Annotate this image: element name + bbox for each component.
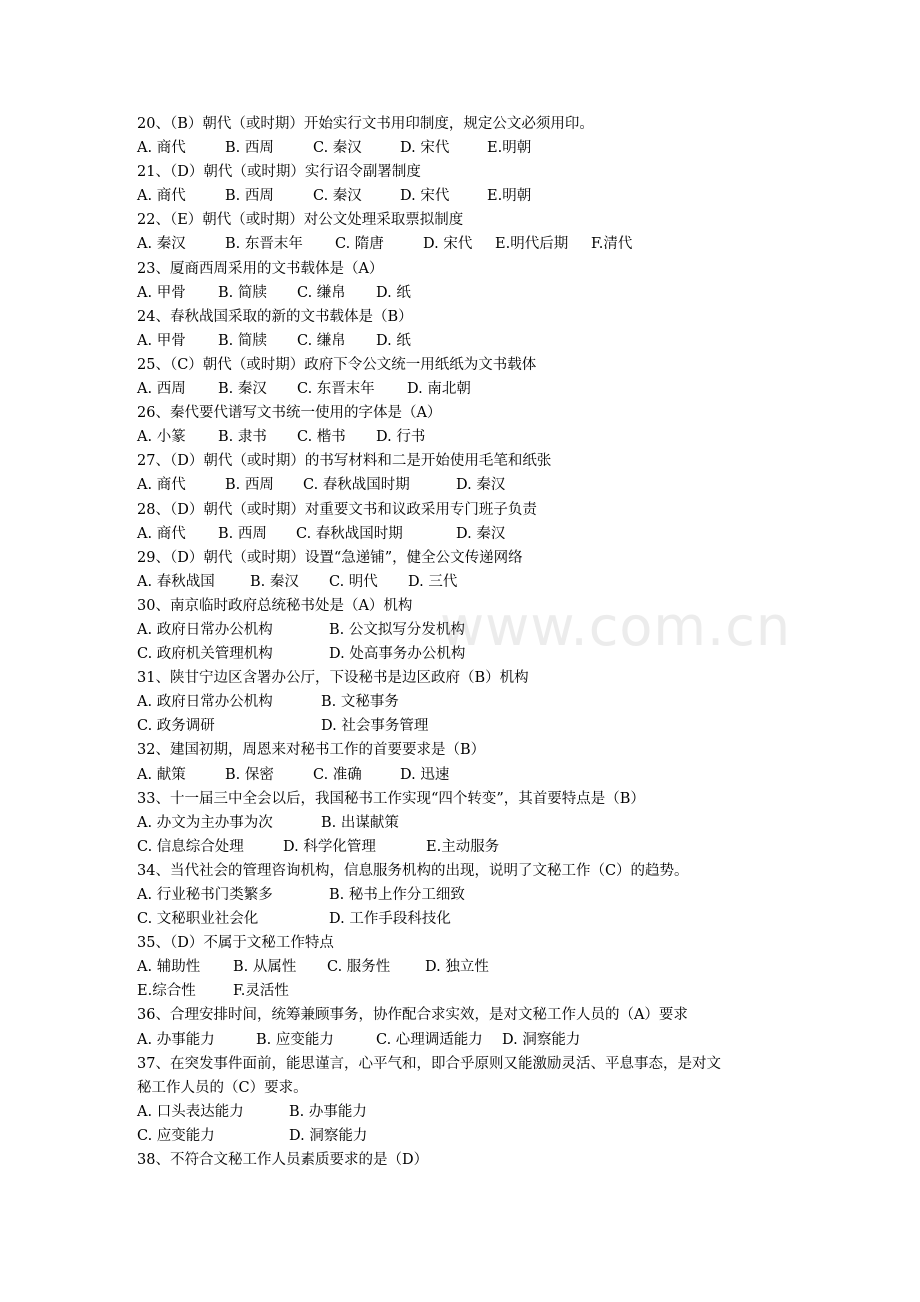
option-item: A. 献策 [137,766,186,783]
option-item: C. 政务调研 [137,718,215,735]
options-row [137,425,797,449]
option-item: E.主动服务 [426,838,500,855]
option-item: C. 政府机关管理机构 [137,646,273,663]
option-item: C. 心理调适能力 [376,1031,483,1048]
option-item: C. 准确 [313,766,362,783]
option-item: D. 科学化管理 [283,838,376,855]
option-item: D. 行书 [376,429,426,446]
options-row [137,618,797,642]
option-item: A. 商代 [137,188,186,205]
question-text: 31、陕甘宁边区含署办公厅，下设秘书是边区政府（B）机构 [137,670,529,687]
question-text: 32、建国初期，周恩来对秘书工作的首要要求是（B） [137,742,486,759]
option-item: C. 服务性 [327,959,391,976]
options-row [137,642,797,666]
option-item: D. 宋代 [423,236,473,253]
option-item: A. 商代 [137,525,186,542]
option-item: A. 商代 [137,477,186,494]
options-row [137,690,797,714]
question-text: 30、南京临时政府总统秘书处是（A）机构 [137,597,413,614]
option-item: B. 保密 [225,766,274,783]
option-item: D. 处高事务办公机构 [329,646,466,663]
option-item: D. 三代 [408,573,458,590]
option-item: D. 工作手段科技化 [329,911,451,928]
option-item: B. 简牍 [218,332,267,349]
option-item: E.明代后期 [495,236,569,253]
options-row [137,281,797,305]
option-item: B. 秦汉 [250,573,299,590]
option-item: D. 秦汉 [456,477,506,494]
option-item: D. 独立性 [425,959,489,976]
option-item: B. 秘书上作分工细致 [329,887,465,903]
question-text: 36、合理安排时间，统筹兼顾事务，协作配合求实效，是对文秘工作人员的（A）要求 [137,1007,688,1024]
option-item: B. 文秘事务 [321,694,399,711]
option-item: A. 办文为主办事为次 [137,814,273,831]
options-row [137,883,797,907]
option-item: A. 西周 [137,381,186,398]
option-item: E.综合性 [137,983,196,1000]
options-row [137,184,797,208]
option-item: B. 从属性 [233,959,297,976]
option-item: A. 秦汉 [137,236,186,253]
option-item: B. 西周 [218,525,267,542]
options-row [137,1100,797,1124]
options-row [137,955,797,979]
options-row [137,329,797,353]
question-list [137,112,797,1172]
question-text: 24、春秋战国采取的新的文书载体是（B） [137,308,413,325]
option-item: D. 纸 [376,332,411,349]
option-item: B. 应变能力 [256,1031,334,1048]
option-item: C. 秦汉 [313,140,362,157]
option-item: C. 缣帛 [297,284,346,301]
question-text: 秘工作人员的（C）要求。 [137,1079,308,1096]
watermark: www.com.cn [440,595,792,658]
option-item: C. 隋唐 [335,236,384,253]
option-item: B. 西周 [225,140,274,157]
options-row [137,570,797,594]
options-row [137,232,797,256]
option-item: A. 甲骨 [137,332,186,349]
option-item: D. 南北朝 [407,381,471,398]
question-text: 21、（D）朝代（或时期）实行诏令副署制度 [137,164,421,181]
option-item: D. 宋代 [400,188,450,205]
option-item: D. 社会事务管理 [321,718,429,735]
option-item: C. 信息综合处理 [137,838,244,855]
options-row [137,907,797,931]
option-item: D. 洞察能力 [289,1127,368,1144]
option-item: B. 东晋末年 [225,236,303,253]
option-item: C. 明代 [329,573,378,590]
option-item: B. 隶书 [218,429,267,446]
option-item: D. 洞察能力 [502,1031,581,1048]
options-row [137,522,797,546]
question-text: 26、秦代要代谱写文书统一使用的字体是（A） [137,405,442,422]
option-item: C. 应变能力 [137,1127,215,1144]
option-item: A. 政府日常办公机构 [137,621,273,638]
option-item: C. 东晋末年 [297,381,375,398]
options-row [137,1028,797,1052]
question-text: 23、厦商西周采用的文书载体是（A） [137,260,384,277]
option-item: A. 政府日常办公机构 [137,694,273,711]
option-item: B. 出谋献策 [321,814,399,831]
options-row [137,473,797,497]
option-item: C. 文秘职业社会化 [137,911,259,928]
option-item: A. 商代 [137,140,186,157]
question-text: 20、（B）朝代（或时期）开始实行文书用印制度，规定公文必须用印。 [137,116,594,132]
option-item: B. 秦汉 [218,381,267,398]
option-item: E.明朝 [487,188,532,205]
question-text: 35、（D）不属于文秘工作特点 [137,935,334,952]
option-item: E.明朝 [487,140,532,157]
question-text: 27、（D）朝代（或时期）的书写材料和二是开始使用毛笔和纸张 [137,453,552,470]
options-row [137,377,797,401]
option-item: A. 办事能力 [137,1031,215,1048]
question-text: 33、十一届三中全会以后，我国秘书工作实现“四个转变”，其首要特点是（B） [137,790,645,807]
option-item: D. 纸 [376,284,411,301]
option-item: B. 公文拟写分发机构 [329,621,465,638]
option-item: A. 口头表达能力 [137,1103,244,1120]
option-item: A. 行业秘书门类繁多 [137,887,273,903]
question-text: 25、（C）朝代（或时期）政府下令公文统一用纸纸为文书载体 [137,356,537,373]
option-item: C. 秦汉 [313,188,362,205]
question-text: 38、不符合文秘工作人员素质要求的是（D） [137,1152,429,1169]
options-row [137,136,797,160]
option-item: B. 简牍 [218,284,267,301]
option-item: A. 甲骨 [137,284,186,301]
question-text: 29、（D）朝代（或时期）设置“急递铺”，健全公文传递网络 [137,549,523,566]
option-item: F.清代 [591,236,633,253]
option-item: B. 办事能力 [289,1103,367,1120]
option-item: C. 春秋战国时期 [303,477,410,494]
option-item: F.灵活性 [233,983,289,1000]
option-item: C. 缣帛 [297,332,346,349]
option-item: A. 辅助性 [137,959,201,976]
option-item: C. 楷书 [297,429,346,446]
question-text: 28、（D）朝代（或时期）对重要文书和议政采用专门班子负责 [137,501,537,518]
options-row [137,1124,797,1148]
option-item: C. 春秋战国时期 [296,525,403,542]
option-item: D. 宋代 [400,140,450,157]
option-item: A. 春秋战国 [137,573,215,590]
option-item: A. 小篆 [137,429,186,446]
question-text: 22、（E）朝代（或时期）对公文处理采取票拟制度 [137,212,464,229]
options-row [137,811,797,835]
options-row [137,714,797,738]
option-item: D. 迅速 [400,766,450,783]
question-text: 34、当代社会的管理咨询机构，信息服务机构的出现，说明了文秘工作（C）的趋势。 [137,862,689,879]
option-item: D. 秦汉 [456,525,506,542]
option-item: B. 西周 [225,188,274,205]
options-row [137,763,797,787]
options-row [137,979,797,1003]
question-text: 37、在突发事件面前，能思谨言，心平气和，即合乎原则又能激励灵活、平息事态，是对文 [137,1055,721,1072]
options-row [137,835,797,859]
option-item: B. 西周 [225,477,274,494]
